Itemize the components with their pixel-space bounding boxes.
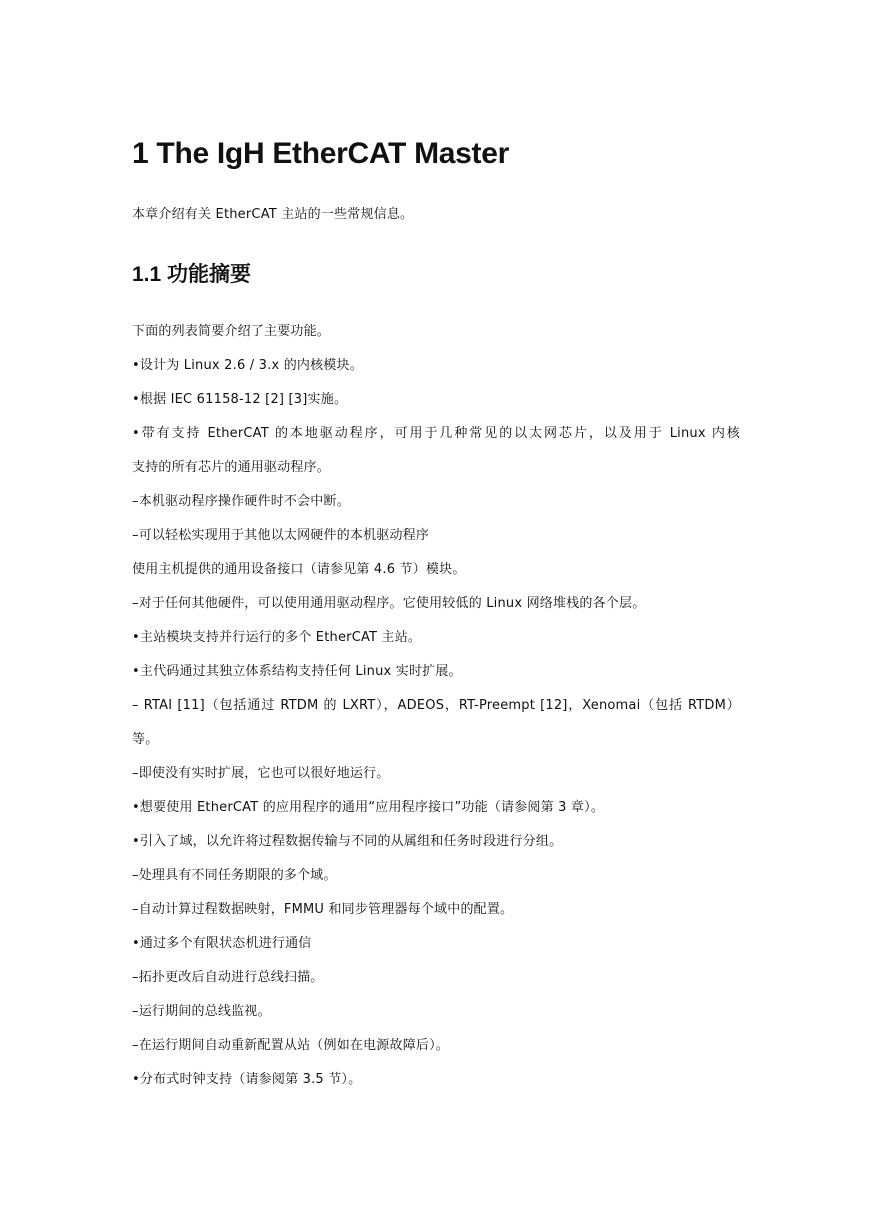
sub-list-item: –本机驱动程序操作硬件时不会中断。 (132, 494, 350, 509)
list-item: •通过多个有限状态机进行通信 (132, 936, 312, 951)
sub-list-item: –对于任何其他硬件，可以使用通用驱动程序。它使用较低的 Linux 网络堆栈的各个层。 (132, 596, 646, 611)
section-heading: 1.1 功能摘要 (132, 263, 252, 286)
sub-list-item: –自动计算过程数据映射，FMMU 和同步管理器每个域中的配置。 (132, 902, 514, 917)
list-item-continuation: 使用主机提供的通用设备接口（请参见第 4.6 节）模块。 (132, 562, 466, 577)
list-intro: 下面的列表简要介绍了主要功能。 (132, 324, 331, 339)
sub-list-item: –拓扑更改后自动进行总线扫描。 (132, 970, 324, 985)
sub-list-item: – RTAI [11]（包括通过 RTDM 的 LXRT），ADEOS，RT-Preempt [12]，Xenomai（包括 RTDM） (132, 698, 740, 713)
list-item: •带有支持 EtherCAT 的本地驱动程序，可用于几种常见的以太网芯片，以及用于 Linux 内核 (132, 426, 740, 441)
sub-list-item: –处理具有不同任务期限的多个域。 (132, 868, 337, 883)
list-item: •设计为 Linux 2.6 / 3.x 的内核模块。 (132, 358, 363, 373)
list-item: •想要使用 EtherCAT 的应用程序的通用“应用程序接口”功能（请参阅第 3 章）。 (132, 800, 605, 815)
list-item: •主代码通过其独立体系结构支持任何 Linux 实时扩展。 (132, 664, 462, 679)
sub-list-item: –可以轻松实现用于其他以太网硬件的本机驱动程序 (132, 528, 430, 543)
intro-paragraph: 本章介绍有关 EtherCAT 主站的一些常规信息。 (132, 207, 414, 222)
sub-list-item: –运行期间的总线监视。 (132, 1004, 271, 1019)
chapter-heading: 1 The IgH EtherCAT Master (132, 137, 510, 170)
list-item: •根据 IEC 61158-12 [2] [3]实施。 (132, 392, 348, 407)
list-item-continuation: 等。 (132, 732, 159, 747)
sub-list-item: –在运行期间自动重新配置从站（例如在电源故障后）。 (132, 1038, 450, 1053)
list-item: •主站模块支持并行运行的多个 EtherCAT 主站。 (132, 630, 422, 645)
list-item: •分布式时钟支持（请参阅第 3.5 节）。 (132, 1072, 362, 1087)
sub-list-item: –即使没有实时扩展，它也可以很好地运行。 (132, 766, 390, 781)
list-item: •引入了域，以允许将过程数据传输与不同的从属组和任务时段进行分组。 (132, 834, 563, 849)
list-item-continuation: 支持的所有芯片的通用驱动程序。 (132, 460, 331, 475)
